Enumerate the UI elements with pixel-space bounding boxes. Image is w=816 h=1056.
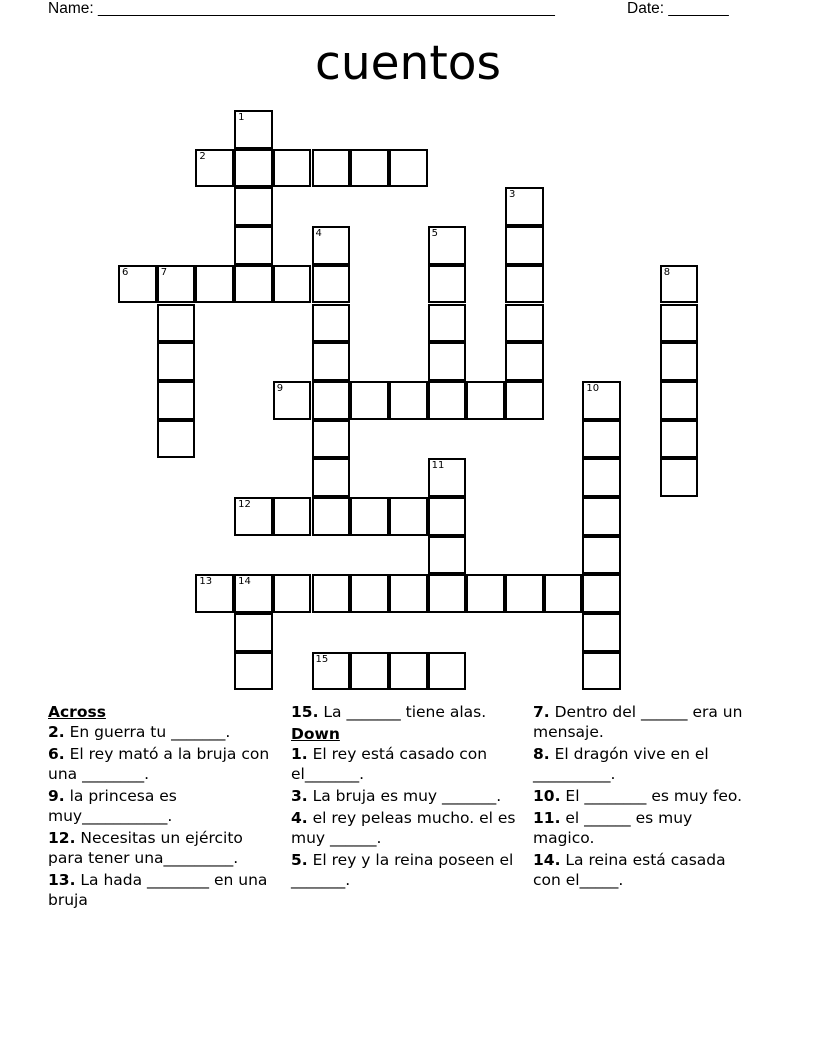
crossword-cell[interactable] bbox=[350, 497, 389, 536]
cell-number: 10 bbox=[586, 382, 600, 394]
crossword-cell[interactable] bbox=[350, 574, 389, 613]
crossword-cell[interactable] bbox=[582, 497, 621, 536]
cell-number: 12 bbox=[238, 499, 251, 510]
page-title: cuentos bbox=[314, 36, 501, 91]
down-clue-4 bbox=[291, 808, 523, 848]
across-heading: Across bbox=[48, 703, 106, 721]
crossword-cell[interactable] bbox=[582, 652, 621, 691]
clue-number: 11. bbox=[533, 809, 561, 827]
crossword-cell[interactable] bbox=[428, 574, 467, 613]
crossword-cell[interactable] bbox=[157, 342, 196, 381]
crossword-cell[interactable] bbox=[157, 381, 196, 420]
crossword-cell[interactable] bbox=[505, 381, 544, 420]
clues-column-2 bbox=[291, 702, 523, 892]
crossword-cell[interactable] bbox=[273, 497, 312, 536]
crossword-cell[interactable] bbox=[273, 149, 312, 188]
clue-number: 2. bbox=[48, 723, 65, 741]
clue-text: El dragón vive en el __________. bbox=[533, 745, 709, 783]
down-heading: Down bbox=[291, 725, 340, 743]
clue-number: 10. bbox=[533, 787, 561, 805]
across-clue-6 bbox=[48, 744, 280, 784]
across-clue-9 bbox=[48, 786, 280, 826]
clue-number: 8. bbox=[533, 745, 550, 763]
crossword-cell[interactable] bbox=[505, 342, 544, 381]
crossword-cell[interactable] bbox=[195, 149, 234, 188]
cell-number: 6 bbox=[122, 266, 129, 278]
crossword-cell[interactable] bbox=[195, 574, 234, 613]
crossword-cell[interactable] bbox=[428, 381, 467, 420]
down-clue-3 bbox=[291, 786, 523, 806]
crossword-cell[interactable] bbox=[660, 381, 699, 420]
clue-number: 6. bbox=[48, 745, 65, 763]
down-clue-5 bbox=[291, 850, 523, 890]
crossword-cell[interactable] bbox=[660, 458, 699, 497]
crossword-cell[interactable] bbox=[466, 574, 505, 613]
across-clue-2 bbox=[48, 722, 280, 742]
cell-number: 3 bbox=[509, 189, 516, 201]
name-field-label: Name: _____________________________________________________ bbox=[48, 0, 555, 17]
crossword-cell[interactable] bbox=[312, 149, 351, 188]
crossword-cell[interactable] bbox=[505, 304, 544, 343]
crossword-cell[interactable] bbox=[312, 304, 351, 343]
crossword-cell[interactable] bbox=[350, 381, 389, 420]
crossword-cell[interactable] bbox=[660, 342, 699, 381]
down-clue-14 bbox=[533, 850, 758, 890]
crossword-cell[interactable] bbox=[234, 652, 273, 691]
crossword-cell[interactable] bbox=[312, 265, 351, 304]
crossword-cell[interactable] bbox=[582, 574, 621, 613]
clue-text: El rey está casado con el_______. bbox=[291, 745, 488, 783]
across-clue-15 bbox=[291, 702, 523, 722]
crossword-cell[interactable] bbox=[389, 497, 428, 536]
clue-text: La reina está casada con el_____. bbox=[533, 851, 726, 889]
clue-text: La _______ tiene alas. bbox=[318, 703, 487, 721]
clue-number: 1. bbox=[291, 745, 308, 763]
crossword-cell[interactable] bbox=[505, 574, 544, 613]
clue-text: Necesitas un ejército para tener una_________. bbox=[48, 829, 243, 867]
crossword-cell[interactable] bbox=[118, 265, 157, 304]
cell-number: 7 bbox=[160, 266, 168, 278]
clue-number: 13. bbox=[48, 871, 76, 889]
crossword-cell[interactable] bbox=[350, 652, 389, 691]
crossword-cell[interactable] bbox=[389, 149, 428, 188]
crossword-cell[interactable] bbox=[312, 381, 351, 420]
clue-number: 4. bbox=[291, 809, 308, 827]
clue-text: la princesa es muy___________. bbox=[48, 787, 177, 825]
crossword-cell[interactable] bbox=[428, 226, 467, 265]
clue-text: el rey peleas mucho. el es muy ______. bbox=[291, 809, 516, 847]
down-clue-10 bbox=[533, 786, 758, 806]
down-clue-7 bbox=[533, 702, 758, 742]
crossword-cell[interactable] bbox=[660, 420, 699, 459]
clue-text: La hada ________ en una bruja bbox=[48, 871, 268, 909]
down-clue-11 bbox=[533, 808, 758, 848]
crossword-cell[interactable] bbox=[389, 574, 428, 613]
across-clue-12 bbox=[48, 828, 280, 868]
clue-text: El rey mató a la bruja con una ________. bbox=[48, 745, 270, 783]
clue-text: El rey y la reina poseen el _______. bbox=[291, 851, 514, 889]
crossword-cell[interactable] bbox=[428, 458, 467, 497]
cell-number: 13 bbox=[199, 576, 213, 588]
crossword-cell[interactable] bbox=[234, 613, 273, 652]
crossword-cell[interactable] bbox=[312, 226, 351, 265]
crossword-cell[interactable] bbox=[312, 420, 351, 459]
crossword-cell[interactable] bbox=[544, 574, 583, 613]
crossword-cell[interactable] bbox=[660, 304, 699, 343]
crossword-cell[interactable] bbox=[234, 187, 273, 226]
crossword-cell[interactable] bbox=[660, 265, 699, 304]
crossword-cell[interactable] bbox=[157, 304, 196, 343]
crossword-cell[interactable] bbox=[273, 265, 312, 304]
crossword-cell[interactable] bbox=[312, 342, 351, 381]
clues-column-3 bbox=[533, 702, 758, 892]
clue-text: En guerra tu _______. bbox=[64, 723, 231, 741]
crossword-cell[interactable] bbox=[350, 149, 389, 188]
crossword-cell[interactable] bbox=[428, 536, 467, 575]
crossword-cell[interactable] bbox=[582, 381, 621, 420]
clue-number: 9. bbox=[48, 787, 65, 805]
cell-number: 4 bbox=[315, 228, 322, 240]
crossword-cell[interactable] bbox=[195, 265, 234, 304]
clue-text: el ______ es muy magico. bbox=[533, 809, 693, 847]
crossword-cell[interactable] bbox=[389, 381, 428, 420]
clue-number: 7. bbox=[533, 703, 550, 721]
crossword-cell[interactable] bbox=[582, 420, 621, 459]
crossword-cell[interactable] bbox=[234, 265, 273, 304]
clue-text: La bruja es muy _______. bbox=[307, 787, 502, 805]
clue-number: 3. bbox=[291, 787, 308, 805]
clue-number: 12. bbox=[48, 829, 76, 847]
crossword-cell[interactable] bbox=[312, 574, 351, 613]
crossword-cell[interactable] bbox=[234, 574, 273, 613]
crossword-cell[interactable] bbox=[428, 342, 467, 381]
clue-number: 14. bbox=[533, 851, 561, 869]
crossword-cell[interactable] bbox=[234, 149, 273, 188]
crossword-cell[interactable] bbox=[234, 110, 273, 149]
clue-text: El ________ es muy feo. bbox=[560, 787, 743, 805]
crossword-cell[interactable] bbox=[157, 265, 196, 304]
crossword-cell[interactable] bbox=[428, 652, 467, 691]
clue-text: Dentro del ______ era un mensaje. bbox=[533, 703, 743, 741]
crossword-cell[interactable] bbox=[312, 497, 351, 536]
crossword-cell[interactable] bbox=[582, 613, 621, 652]
clue-number: 5. bbox=[291, 851, 308, 869]
crossword-cell[interactable] bbox=[428, 265, 467, 304]
across-clue-13 bbox=[48, 870, 280, 910]
crossword-cell[interactable] bbox=[428, 304, 467, 343]
down-clue-1 bbox=[291, 744, 523, 784]
crossword-cell[interactable] bbox=[582, 458, 621, 497]
cell-number: 9 bbox=[276, 382, 284, 394]
down-clue-8 bbox=[533, 744, 758, 784]
crossword-cell[interactable] bbox=[312, 652, 351, 691]
crossword-cell[interactable] bbox=[157, 420, 196, 459]
crossword-cell[interactable] bbox=[389, 652, 428, 691]
crossword-cell[interactable] bbox=[466, 381, 505, 420]
crossword-cell[interactable] bbox=[505, 226, 544, 265]
cell-number: 15 bbox=[315, 653, 329, 665]
crossword-cell[interactable] bbox=[505, 187, 544, 226]
cell-number: 14 bbox=[238, 576, 251, 588]
cell-number: 2 bbox=[199, 150, 206, 162]
cell-number: 5 bbox=[431, 228, 438, 240]
clues-column-1 bbox=[48, 702, 280, 912]
cell-number: 8 bbox=[663, 266, 671, 278]
cell-number: 11 bbox=[431, 460, 445, 472]
crossword-cell[interactable] bbox=[312, 458, 351, 497]
crossword-cell[interactable] bbox=[582, 536, 621, 575]
crossword-cell[interactable] bbox=[428, 497, 467, 536]
crossword-cell[interactable] bbox=[273, 574, 312, 613]
date-field-label: Date: _______ bbox=[627, 0, 729, 17]
crossword-cell[interactable] bbox=[234, 497, 273, 536]
crossword-cell[interactable] bbox=[273, 381, 312, 420]
crossword-cell[interactable] bbox=[234, 226, 273, 265]
cell-number: 1 bbox=[238, 112, 245, 123]
clue-number: 15. bbox=[291, 703, 319, 721]
crossword-cell[interactable] bbox=[505, 265, 544, 304]
